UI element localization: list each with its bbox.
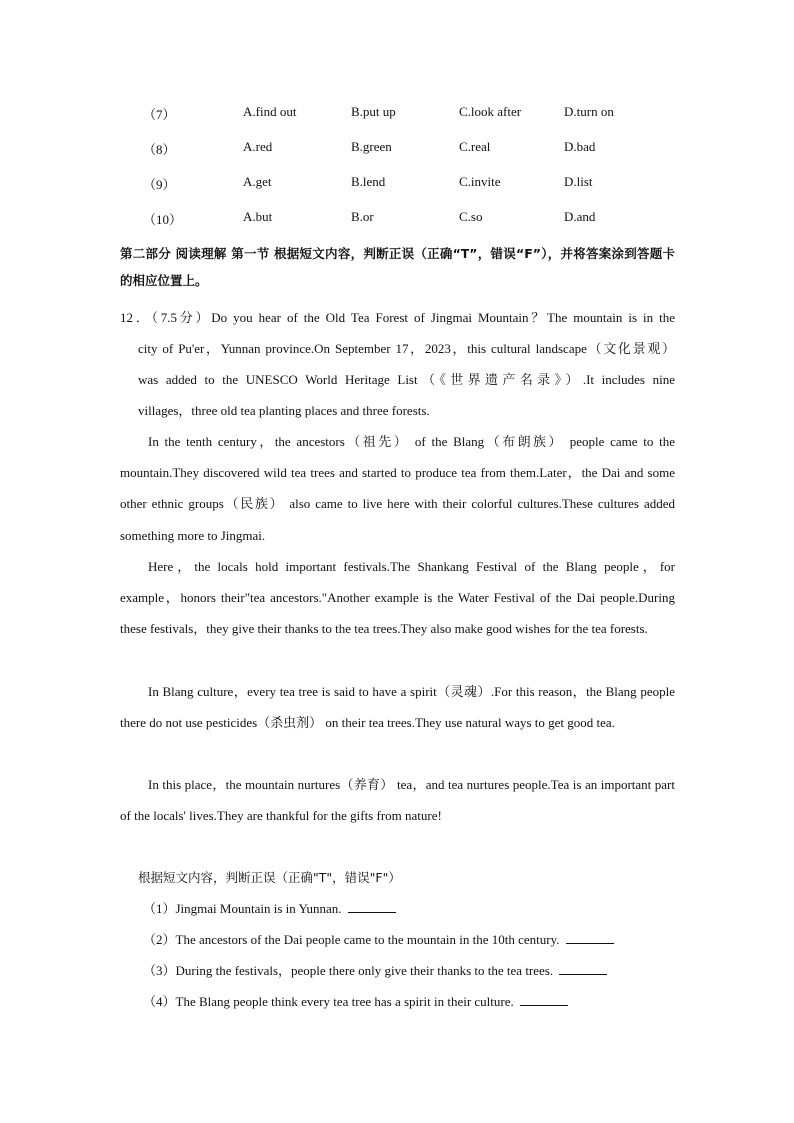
option-d: D.bad <box>564 139 596 154</box>
answer-blank[interactable] <box>520 992 568 1006</box>
statement-4 <box>143 990 568 1014</box>
question-12-line-4: villages，three old tea planting places and three forests. <box>138 403 430 418</box>
option-number: （10） <box>143 212 183 227</box>
statement-3 <box>143 959 607 983</box>
option-d: D.and <box>564 209 596 224</box>
option-number: （8） <box>143 142 176 157</box>
option-number: （9） <box>143 177 176 192</box>
option-c: C.invite <box>459 174 501 189</box>
question-12-line-2: city of Pu'er，Yunnan province.On September 17，2023，this cultural landscape（文化景观） <box>138 341 675 356</box>
passage-paragraph-3: In Blang culture，every tea tree is said to have a spirit（灵魂）.For this reason，the Blang people there do not use pesticides（杀虫剂） on their tea trees.They use natural ways to get good tea. <box>120 684 675 731</box>
option-c: C.so <box>459 209 483 224</box>
option-d: D.turn on <box>564 104 614 119</box>
statement-text: （4）The Blang people think every tea tree has a spirit in their culture. <box>143 994 514 1009</box>
task-title: 根据短文内容，判断正误（正确"T"，错误"F"） <box>138 870 401 885</box>
statement-text: （1）Jingmai Mountain is in Yunnan. <box>143 901 342 916</box>
statement-text: （3）During the festivals，people there only give their thanks to the tea trees. <box>143 963 554 978</box>
answer-blank[interactable] <box>566 930 614 944</box>
statement-1 <box>143 897 396 921</box>
answer-blank[interactable] <box>348 899 396 913</box>
section-heading: 第二部分 阅读理解 第一节 根据短文内容，判断正误（正确“T”，错误“F”），并将答案涂到答题卡的相应位置上。 <box>120 246 675 288</box>
option-b: B.or <box>351 209 374 224</box>
option-a: A.but <box>243 209 273 224</box>
option-a: A.red <box>243 139 273 154</box>
statement-text: （2）The ancestors of the Dai people came to the mountain in the 10th century. <box>143 932 560 947</box>
statement-2 <box>143 928 614 952</box>
option-c: C.real <box>459 139 491 154</box>
passage-paragraph-4: In this place，the mountain nurtures（养育） tea，and tea nurtures people.Tea is an important part of the locals' lives.They are thankful for the gifts from nature! <box>120 777 675 824</box>
question-12-line-1: 12．（7.5分）Do you hear of the Old Tea Forest of Jingmai Mountain？The mountain is in the <box>120 310 675 325</box>
option-c: C.look after <box>459 104 522 119</box>
option-b: B.green <box>351 139 392 154</box>
option-b: B.put up <box>351 104 396 119</box>
option-number: （7） <box>143 107 176 122</box>
passage-paragraph-2: Here，the locals hold important festivals.The Shankang Festival of the Blang people，for example，honors their"tea ancestors."Another example is the Water Festival of the Dai people.During these festivals，they give their thanks to the tea trees.They also make good wishes for the tea forests. <box>120 559 675 637</box>
question-12-line-3: was added to the UNESCO World Heritage List（《世界遗产名录》）.It includes nine <box>138 372 675 387</box>
option-a: A.find out <box>243 104 297 119</box>
option-a: A.get <box>243 174 272 189</box>
option-d: D.list <box>564 174 593 189</box>
answer-blank[interactable] <box>559 961 607 975</box>
passage-paragraph-1: In the tenth century，the ancestors（祖先） of the Blang（布朗族） people came to the mountain.They discovered wild tea trees and started to produce tea from them.Later，the Dai and some other ethnic groups（民族） also came to live here with their colorful cultures.These cultures added something more to Jingmai. <box>120 434 675 543</box>
option-b: B.lend <box>351 174 386 189</box>
